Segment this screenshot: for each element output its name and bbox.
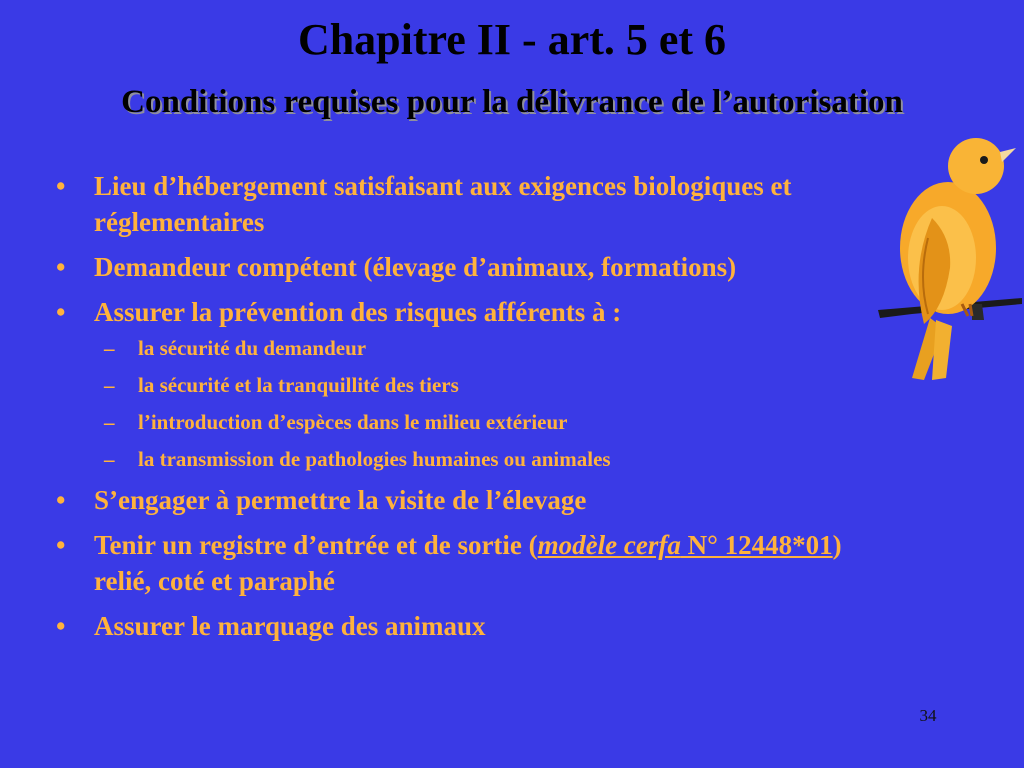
canary-bird-icon bbox=[872, 128, 1022, 384]
cerfa-link-number: N° 12448*01 bbox=[680, 530, 833, 560]
bullet-text-after: ) relié, coté et paraphé bbox=[94, 530, 842, 596]
sub-bullet-list bbox=[94, 334, 902, 473]
page-number: 34 bbox=[919, 706, 937, 725]
bullet-text: Assurer la prévention des risques afférents à : bbox=[94, 297, 622, 327]
slide-title: Chapitre II - art. 5 et 6 bbox=[297, 15, 727, 64]
bullet-item bbox=[52, 608, 902, 644]
bullet-text: Demandeur compétent (élevage d’animaux, formations) bbox=[94, 252, 737, 282]
bullet-item bbox=[52, 294, 902, 473]
cerfa-link[interactable] bbox=[538, 530, 833, 560]
sub-bullet-item: – l’introduction d’espèces dans le milieu extérieur bbox=[52, 408, 902, 436]
bullet-text: Tenir un registre d’entrée et de sortie ( bbox=[94, 530, 538, 560]
slide-subtitle: Conditions requises pour la délivrance de l’autorisation bbox=[121, 84, 903, 120]
bullet-list bbox=[52, 168, 902, 644]
bullet-item bbox=[52, 168, 902, 240]
sub-bullet-item: – la sécurité et la tranquillité des tiers bbox=[52, 371, 902, 399]
bullet-item bbox=[52, 527, 902, 599]
sub-bullet-item: – la sécurité du demandeur bbox=[52, 334, 902, 362]
bullet-content bbox=[52, 168, 902, 653]
bullet-text: Assurer le marquage des animaux bbox=[94, 611, 486, 641]
cerfa-link-italic: modèle cerfa bbox=[537, 530, 681, 560]
bullet-item bbox=[52, 249, 902, 285]
bullet-item bbox=[52, 482, 902, 518]
bullet-text: S’engager à permettre la visite de l’élevage bbox=[94, 485, 587, 515]
bullet-text: Lieu d’hébergement satisfaisant aux exigences biologiques et réglementaires bbox=[94, 171, 792, 237]
sub-bullet-item: – la transmission de pathologies humaines ou animales bbox=[52, 445, 902, 473]
